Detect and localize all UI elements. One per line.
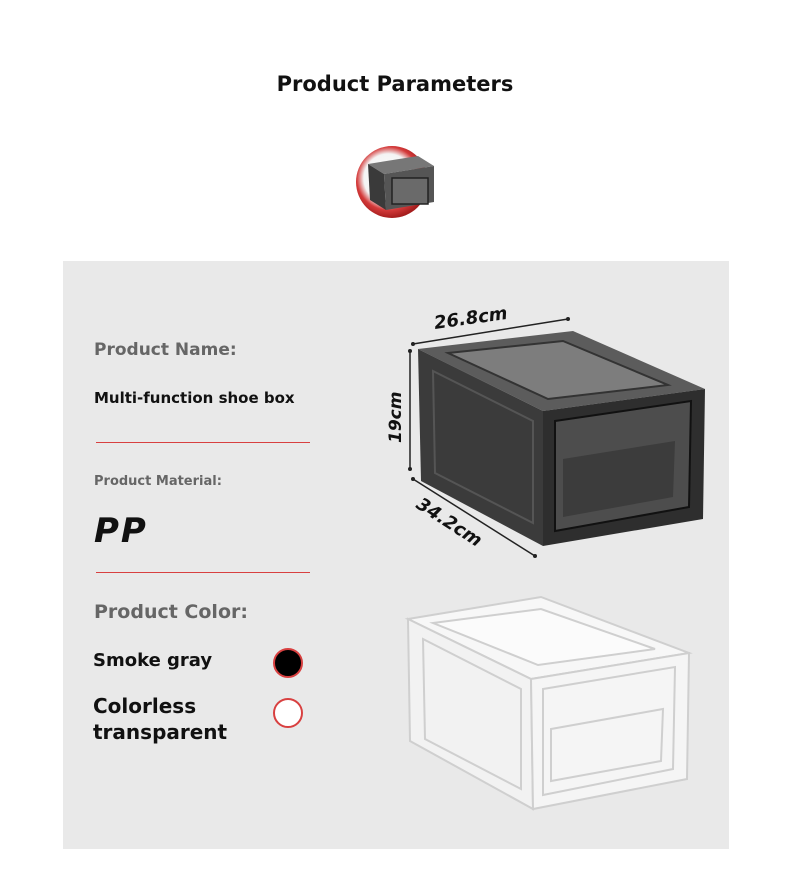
product-name-value: Multi-function shoe box [94,389,295,407]
height-label: 19cm [386,391,406,443]
product-color-label: Product Color: [94,601,248,623]
color-name-smoke-gray: Smoke gray [93,650,213,671]
product-illustration [63,261,729,849]
width-label: 26.8cm [432,302,509,334]
color-name-line: Colorless [93,694,197,718]
page-title: Product Parameters [276,72,514,96]
depth-label: 34.2cm [412,493,486,552]
product-thumbnail [354,144,436,220]
product-material-value: PP [94,511,148,551]
product-name-label: Product Name: [94,340,237,360]
product-material-label: Product Material: [94,474,222,489]
transparent-box-image [408,597,689,809]
color-name-line: transparent [93,720,228,744]
parameters-panel [63,261,729,849]
